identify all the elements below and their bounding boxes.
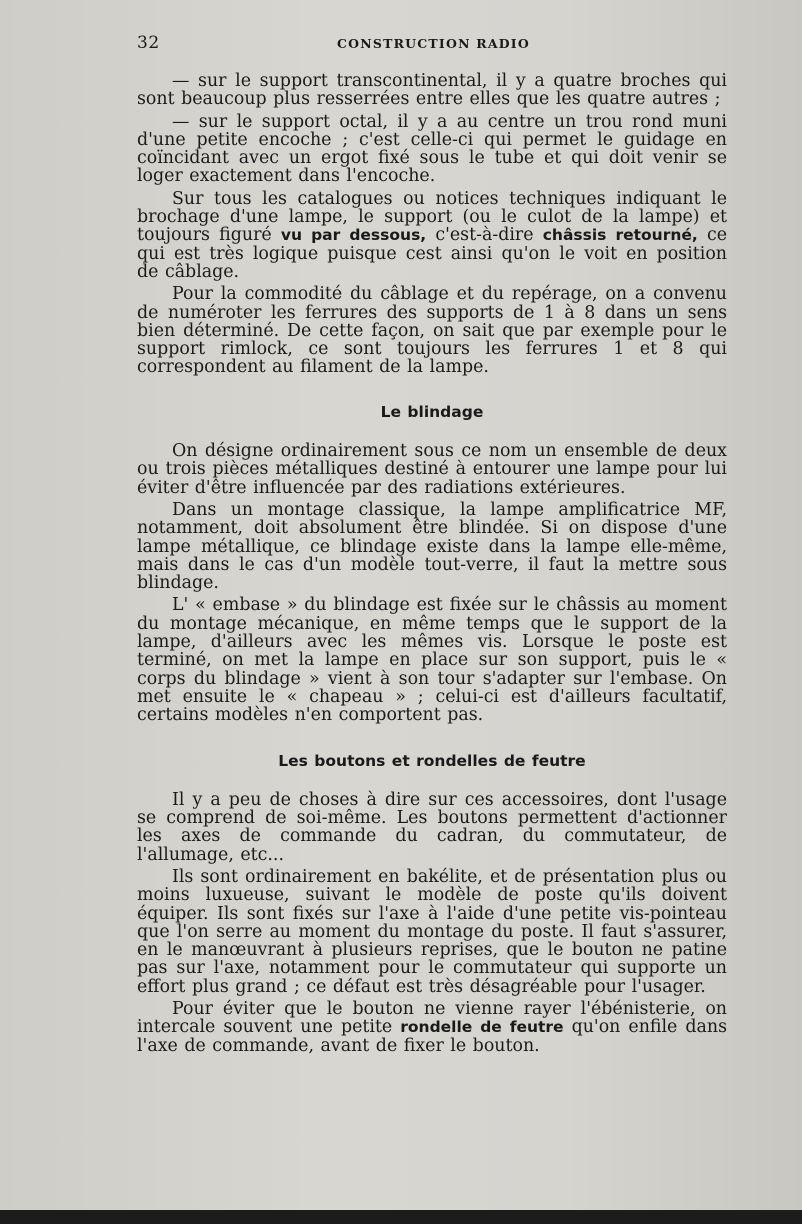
text-run: Sur tous les catalogues ou notices techniques indiquant le brochage d'une lampe, le support (ou le culot de la lampe) et toujours figuré (137, 188, 727, 246)
page-header (137, 33, 727, 55)
paragraph-catalogues (137, 190, 727, 281)
text-run: ce qui est très logique puisque cest ainsi qu'on le voit en position de câblage. (137, 225, 727, 282)
page-number: 32 (137, 33, 160, 53)
paragraph-numerotation: Pour la commodité du câblage et du repérage, on a convenu de numéroter les ferrures des supports de 1 à 8 dans un sens bien déterminé. De cette façon, on sait que par exemple pour le support rimlock, ce sont toujours les ferrures 1 et 8 qui correspondent au filament de la lampe. (137, 284, 727, 378)
paragraph-accessoires: Il y a peu de choses à dire sur ces accessoires, dont l'usage se comprend de soi-même. Les boutons permettent d'actionner les axes de commande du cadran, du commutateur, de l'allumage, etc... (137, 789, 727, 865)
text-run: Pour éviter que le bouton ne vienne rayer l'ébénisterie, on intercale souvent une petite (137, 999, 727, 1038)
text-run: qu'on enfile dans l'axe de commande, avant de fixer le bouton. (137, 1017, 727, 1056)
text-run: c'est-à-dire (426, 225, 543, 246)
section-heading-boutons: Les boutons et rondelles de feutre (278, 751, 586, 770)
paragraph-octal: — sur le support octal, il y a au centre un trou rond muni d'une petite encoche ; c'est celle-ci qui permet le guidage en coïncidant avec un ergot fixé sous le tube et qui doit venir se loger exactement dans l'encoche. (137, 111, 727, 187)
paragraph-blindage-definition: On désigne ordinairement sous ce nom un ensemble de deux ou trois pièces métalliques destiné à entourer une lampe pour lui éviter d'être influencée par des radiations extérieures. (137, 441, 727, 498)
section-heading-blindage: Le blindage (380, 402, 484, 421)
scan-bottom-edge (0, 1210, 802, 1224)
paragraph-transcontinental: — sur le support transcontinental, il y a quatre broches qui sont beaucoup plus resserrées entre elles que les quatre autres ; (137, 71, 727, 110)
page-body (137, 72, 727, 1059)
paragraph-montage-classique: Dans un montage classique, la lampe amplificatrice MF, notamment, doit absolument être blindée. Si on dispose d'une lampe métallique, ce blindage existe dans la lampe elle-même, mais dans le cas d'un modèle tout-verre, il faut la mettre sous blindage. (137, 499, 727, 594)
paragraph-bakelite: Ils sont ordinairement en bakélite, et de présentation plus ou moins luxueuse, suivant le modèle de poste qu'ils doivent équiper. Ils sont fixés sur l'axe à l'aide d'une petite vis-pointeau que l'on serre au moment du montage du poste. Il faut s'assurer, en le manœuvrant à plusieurs reprises, que le bouton ne patine pas sur l'axe, notamment pour le commutateur qui supporte un effort plus grand ; ce défaut est très désagréable pour l'usager. (137, 866, 727, 997)
emphasis-chassis-retourne: châssis retourné, (542, 226, 698, 245)
running-title: CONSTRUCTION RADIO (337, 36, 530, 51)
emphasis-vu-par-dessous: vu par dessous, (280, 226, 427, 245)
emphasis-rondelle-de-feutre: rondelle de feutre (400, 1018, 564, 1037)
paragraph-embase: L' « embase » du blindage est fixée sur le châssis au moment du montage mécanique, en même temps que le support de la lampe, d'ailleurs avec les mêmes vis. Lorsque le poste est terminé, on met la lampe en place sur son support, puis le « corps du blindage » vient à son tour s'adapter sur l'embase. On met ensuite le « chapeau » ; celui-ci est d'ailleurs facultatif, certains modèles n'en comportent pas. (137, 595, 727, 726)
paragraph-rondelle (137, 1000, 727, 1055)
